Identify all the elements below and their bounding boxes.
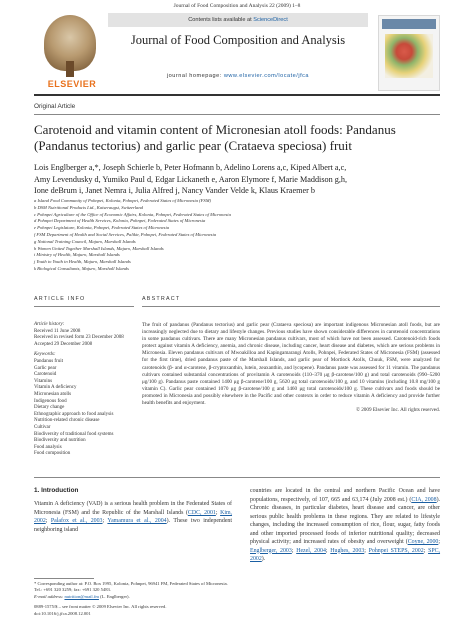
keyword: Indigenous food (34, 398, 67, 404)
keyword: Nutrition-related chronic disease (34, 418, 100, 424)
affiliation: b DSM Nutritional Products Ltd., Kaiseraugst, Switzerland (34, 204, 143, 210)
keywords-label: Keywords: (34, 352, 56, 358)
citation-link[interactable]: SPC, 2002 (250, 547, 441, 562)
citation-link[interactable]: Yamamura et al., 2004 (107, 518, 167, 524)
publisher-wordmark: ELSEVIER (47, 79, 97, 89)
keyword: Carotenoid (34, 372, 57, 378)
section-heading: 1. Introduction (34, 487, 79, 494)
citation-link[interactable]: Kim, 2002 (34, 509, 233, 524)
footnote-rule (34, 578, 94, 579)
history-item: Received 11 June 2008 (34, 328, 81, 334)
footnote (34, 581, 232, 617)
affiliation: c Pohnpei Agriculture of the Office of Economic Affairs, Kolonia, Pohnpei, Federated States of Micronesia (34, 211, 231, 217)
affiliation: a Island Food Community of Pohnpei, Kolonia, Pohnpei, Federated States of Micronesia (FSM) (34, 198, 212, 203)
divider (34, 114, 440, 115)
history-item: Received in revised form 23 December 2008 (34, 335, 124, 341)
keyword: Pandanus fruit (34, 358, 64, 364)
citation-link[interactable]: Englberger, 2003 (250, 547, 292, 554)
contents-bar (108, 13, 368, 27)
keyword: Vitamins (34, 378, 53, 384)
article-history (34, 322, 134, 348)
affiliation: d Pohnpei Department of Health Services, Kolonia, Pohnpei, Federated States of Micronesia (34, 218, 206, 224)
journal-cover-thumbnail (378, 15, 440, 91)
keyword: Cultivar (34, 424, 51, 430)
author-line: Ione deBrum i, Janet Nemra i, Julia Alfred j, Nancy Vander Velde k, Klaus Kraemer b (34, 186, 315, 195)
abstract-header: ABSTRACT (142, 296, 181, 302)
homepage-link[interactable]: www.elsevier.com/locate/jfca (223, 73, 310, 79)
citation-link[interactable]: Hezel, 2004 (296, 547, 326, 554)
article-info-rule (34, 306, 134, 307)
affiliation: j Youth to Youth in Health, Majuro, Marshall Islands (34, 259, 131, 265)
affiliation: f FSM Department of Health and Social Services, Palikir, Pohnpei, Federated States of Micronesia (34, 231, 217, 237)
history-label: Article history: (34, 322, 65, 327)
journal-homepage (108, 73, 368, 79)
keyword: Micronesian atolls (34, 391, 72, 397)
affiliation-list (34, 198, 440, 273)
keyword: Dietary change (34, 405, 65, 411)
cover-image (385, 34, 433, 78)
email-link[interactable]: nutrition@mail.fm (64, 593, 99, 599)
article-info-header: ARTICLE INFO (34, 296, 86, 302)
citation-link[interactable]: Pohnpei STEPS, 2002 (368, 547, 424, 554)
keyword: Food analysis (34, 444, 62, 450)
intro-right-paragraph: countries are located in the central and northern Pacific Ocean and have populations, respectively, of 107, 665 and 63,174 (July 2008 est.) (CIA, 2008). Chronic diseases, in particular diabetes, heart disease and cancer, are other serious public health problems in these regions. They are related to lifestyle changes, including the increased consumption of rice, flour, sugar, fatty foods and other imported processed foods of inferior nutritional quality; decreased physical activity; and increased rates of obesity and overweight (Coyne, 2000; Englberger, 2003; Hezel, 2004; Hughes, 2003; Pohnpei STEPS, 2002; SPC, 2002). (250, 488, 441, 562)
sciencedirect-link[interactable]: ScienceDirect (253, 17, 288, 23)
keyword: Garlic pear (34, 365, 57, 371)
abstract-rule (142, 306, 440, 307)
intro-left-paragraph: Vitamin A deficiency (VAD) is a serious health problem in the Federated States of Micronesia (FSM) and the Republic of the Marshall Islands (CDC, 2001; Kim, 2002; Palafox et al., 2003; Yamamura et al., 2004). These two independent neighboring island (34, 501, 233, 533)
author-list (34, 162, 440, 197)
article-type: Original Article (34, 103, 76, 110)
citation-link[interactable]: CIA, 2008 (411, 496, 437, 503)
email-line: E-mail address: nutrition@mail.fm (L. Englberger). (34, 593, 130, 599)
keywords (34, 352, 134, 458)
doi-line: doi:10.1016/j.jfca.2008.12.001 (34, 610, 91, 616)
masthead-divider (34, 94, 440, 96)
keyword: Food composition (34, 451, 71, 457)
keyword: Biodiversity of traditional food systems (34, 431, 114, 437)
issn-line: 0889-1575/$ – see front matter © 2009 Elsevier Inc. All rights reserved. (34, 604, 167, 610)
body-divider (34, 477, 440, 478)
masthead-center (108, 13, 368, 91)
journal-title: Journal of Food Composition and Analysis (130, 33, 346, 47)
corresponding-author-note: * Corresponding author at: P.O. Box 1995, Kolonia, Pohnpei, 96941 FM, Federated States of Micronesia. Tel.: +691 320 3259; fax: +691 320 5483. (34, 581, 228, 593)
keyword: Biodiversity and nutrition (34, 438, 86, 444)
article-info (34, 322, 134, 458)
abstract-text: The fruit of pandanus (Pandanus tectorius) and garlic pear (Crataeva speciosa) are important indigenous Micronesian atoll foods, but are increasingly neglected due to dietary and lifestyle changes. Previous studies have shown considerable differences in carotenoid concentrations in some pandanus cultivars. There are many Micronesian pandanus cultivars, most of which have not been assessed. Carotenoid-rich foods protect against vitamin A deficiency, anemia, and chronic disease, including cancer, heart disease and diabetes, which are serious problems in Micronesia. Eleven pandanus cultivars of Mwoakilloa and Kapingamarangi Atolls, Pohnpei, Federated States of Micronesia (FSM) (assessed for the first time), dried pandanus paste of the Marshall Islands, and garlic pear of Mortlock Atolls, Chuuk, FSM, were analyzed for carotenoids (β- and α-carotene, β-cryptoxanthin, lutein, zeaxanthin, and lycopene). Pandanus paste was assessed for 11 vitamin. The pandanus cultivars contained substantial concentrations of provitamin A carotenoids (110–370 μg β-carotene/100 g) and total carotenoids (990–5200 μg/100 g). Pandanus paste contained 1400 μg β-carotene/100 g, 5620 μg total carotenoids/100 g, and 10 vitamins (including 10.8 mg/100 g vitamin C). Garlic pear contained 1070 μg β-carotene/100 g and 1460 μg total carotenoids/100 g. These cultivars and foods should be promoted in Micronesia and possibly elsewhere in the Pacific and other contexts in order to reduce vitamin A deficiency and provide further health benefits and enjoyment. (142, 322, 440, 407)
history-item: Accepted 29 December 2008 (34, 341, 93, 347)
citation-link[interactable]: Palafox et al., 2003 (50, 518, 103, 524)
affiliation: g National Training Council, Majuro, Marshall Islands (34, 238, 136, 244)
abstract (142, 322, 440, 414)
citation-link[interactable]: Coyne, 2000 (407, 539, 439, 545)
affiliation: h Women United Together Marshall Islands, Majuro, Marshall Islands (34, 245, 164, 251)
keyword: Ethnographic approach to food analysis (34, 411, 114, 417)
homepage-prefix: journal homepage: (166, 73, 224, 79)
abstract-copyright: © 2009 Elsevier Inc. All rights reserved. (355, 407, 440, 414)
title-line-2: (Pandanus tectorius) and garlic pear (Crataeva speciosa) fruit (34, 138, 353, 153)
author-line: Lois Englberger a,*, Joseph Schierle b, Peter Hofmann b, Adelino Lorens a,c, Kiped Albert a,c, (34, 163, 347, 172)
affiliation: i Ministry of Health, Majuro, Marshall Islands (34, 252, 120, 258)
journal-masthead (34, 13, 440, 91)
affiliation: e Pohnpei Legislature, Kolonia, Pohnpei, Federated States of Micronesia (34, 225, 170, 231)
citation-link[interactable]: Hughes, 2003 (330, 547, 365, 554)
running-head: Journal of Food Composition and Analysis 22 (2009) 1–8 (173, 3, 301, 9)
author-line: Amy Levendusky d, Yumiko Paul d, Edgar Lickaneth e, Aaron Elymore f, Marie Maddison g,h, (34, 174, 348, 184)
elsevier-logo (34, 13, 104, 91)
citation-link[interactable]: CDC, 2001 (187, 509, 216, 516)
affiliation: k Biological Consultants, Majuro, Marshall Islands (34, 265, 129, 271)
title-line-1: Carotenoid and vitamin content of Micronesian atoll foods: Pandanus (34, 122, 396, 137)
keyword: Vitamin A deficiency (34, 385, 77, 391)
article-title (34, 122, 440, 154)
contents-prefix: Contents lists available at (188, 17, 254, 23)
